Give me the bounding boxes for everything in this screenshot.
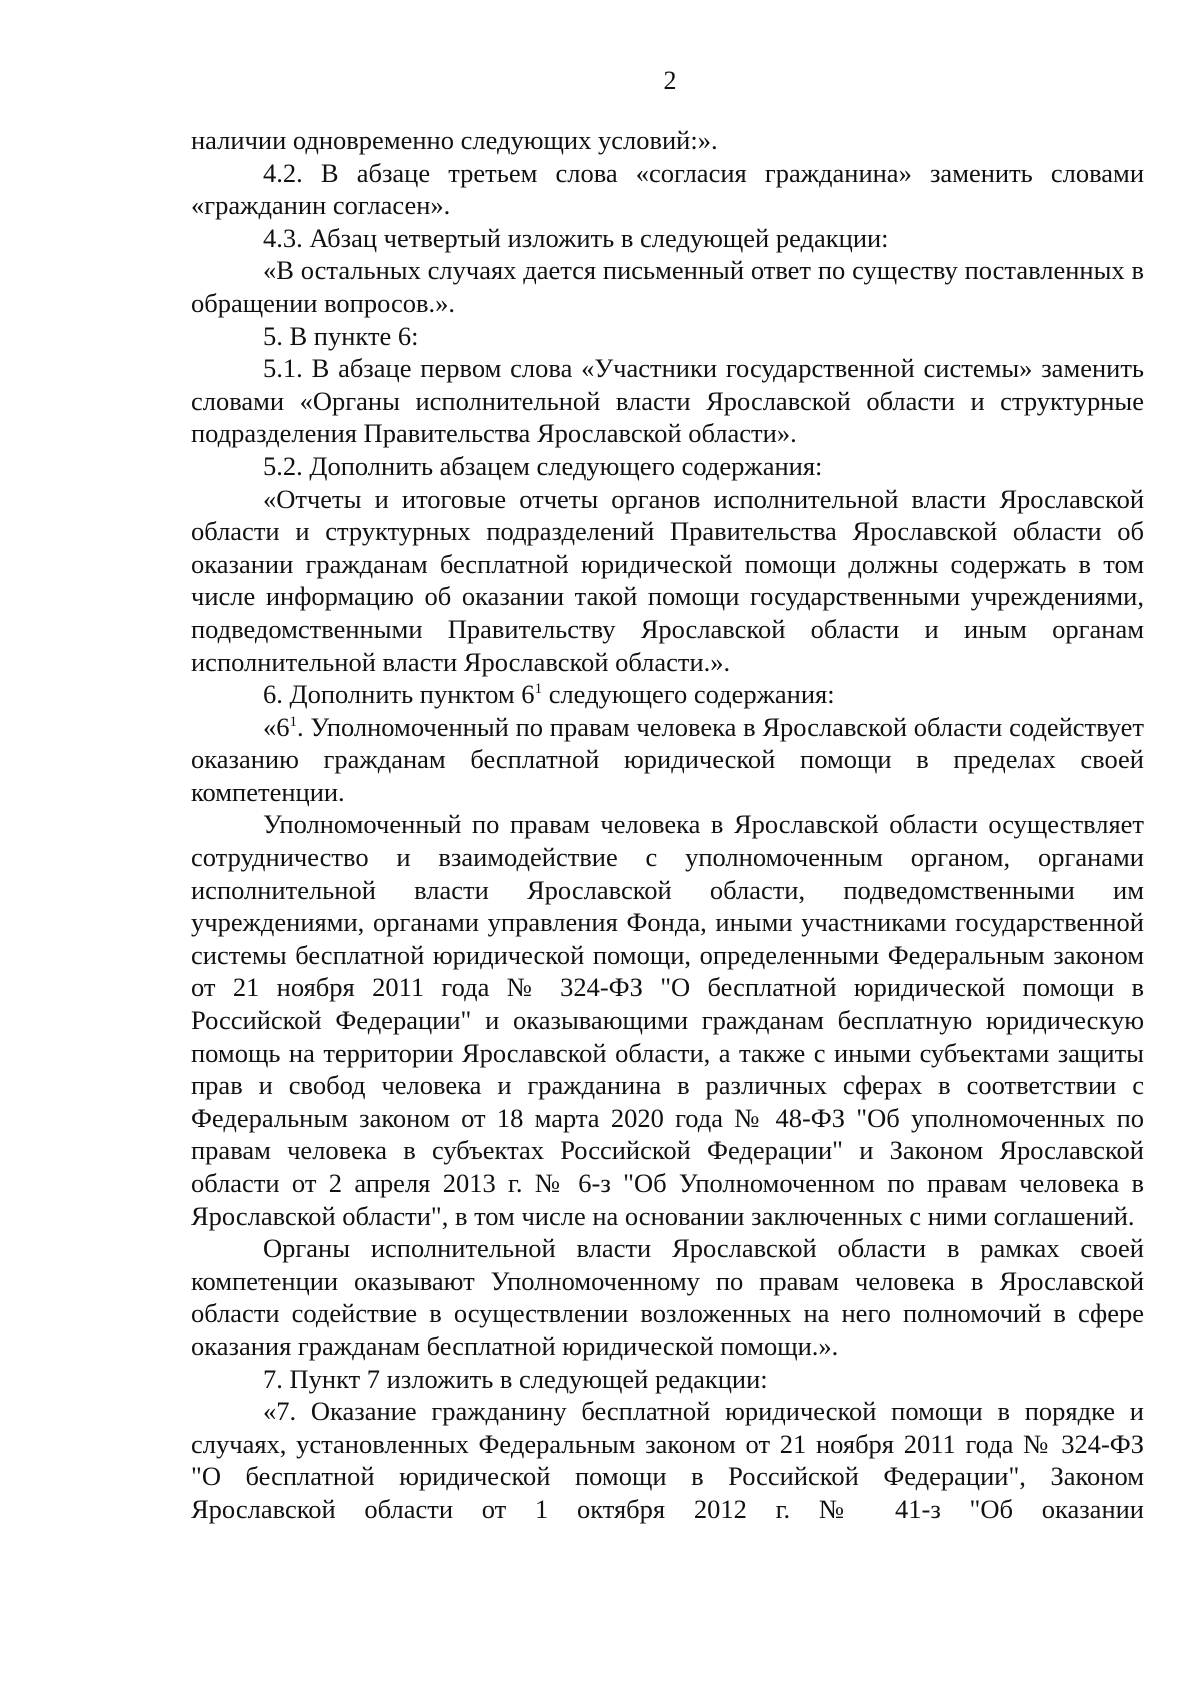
paragraph-5: 5. В пункте 6: <box>263 320 419 351</box>
paragraph-6 <box>191 678 1144 711</box>
paragraph-6-1 <box>191 711 1144 809</box>
paragraph-6-1-after: . Уполномоченный по правам человека в Ярославской области содействует оказанию гражданам бесплатной юридической помощи в пределах своей компетенции. <box>191 711 1144 807</box>
paragraph-5-2-text: «Отчеты и итоговые отчеты органов исполнительной власти Ярославской области и структурных подразделений Правительства Ярославской области об оказании гражданам бесплатной юридической помощи должны содержать в том числе информацию об оказании такой помощи государственными учреждениями, подведомственными Правительству Ярославской области и иным органам исполнительной власти Ярославской области.». <box>191 483 1144 677</box>
paragraph-continuation: наличии одновременно следующих условий:». <box>191 125 718 155</box>
superscript: 1 <box>534 681 543 698</box>
page-number: 2 <box>663 66 677 95</box>
document-body <box>191 124 1144 1526</box>
paragraph-7: 7. Пункт 7 изложить в следующей редакции: <box>263 1363 768 1394</box>
paragraph-6-1-before: «6 <box>263 711 290 742</box>
paragraph-6-before: 6. Дополнить пунктом 6 <box>263 679 535 710</box>
paragraph-6-after: следующего содержания: <box>542 679 835 710</box>
paragraph-5-2: 5.2. Дополнить абзацем следующего содержания: <box>263 450 823 481</box>
paragraph-7-text: «7. Оказание гражданину бесплатной юридической помощи в порядке и случаях, установленных Федеральным законом от 21 ноября 2011 года № 324-ФЗ "О бесплатной юридической помощи в Российской Федерации", Законом Ярославской области от 1 октября 2012 г. № 41-з "Об оказании <box>191 1396 1144 1524</box>
paragraph-5-1: 5.1. В абзаце первом слова «Участники государственной системы» заменить словами «Органы исполнительной власти Ярославской области и структурные подразделения Правительства Ярославской области». <box>191 353 1144 449</box>
paragraph-4-3-text: «В остальных случаях дается письменный ответ по существу поставленных в обращении вопросов.». <box>191 255 1144 318</box>
superscript: 1 <box>289 713 297 730</box>
paragraph-4-3: 4.3. Абзац четвертый изложить в следующей редакции: <box>263 222 889 253</box>
paragraph-6-1-assistance: Органы исполнительной власти Ярославской области в рамках своей компетенции оказывают Уполномоченному по правам человека в Ярославской области содействие в осуществлении возложенных на него полномочий в сфере оказания гражданам бесплатной юридической помощи.». <box>191 1233 1144 1361</box>
paragraph-4-2: 4.2. В абзаце третьем слова «согласия гражданина» заменить словами «гражданин согласен». <box>191 157 1144 221</box>
paragraph-6-1-cooperation: Уполномоченный по правам человека в Ярославской области осуществляет сотрудничество и взаимодействие с уполномоченным органом, органами исполнительной власти Ярославской области, подведомственными им учреждениями, органами управления Фонда, иными участниками государственной системы бесплатной юридической помощи, определенными Федеральным законом от 21 ноября 2011 года № 324-ФЗ "О бесплатной юридической помощи в Российской Федерации" и оказывающими гражданам бесплатную юридическую помощь на территории Ярославской области, а также с иными субъектами защиты прав и свобод человека и гражданина в различных сферах в соответствии с Федеральным законом от 18 марта 2020 года № 48-ФЗ "Об уполномоченных по правам человека в субъектах Российской Федерации" и Законом Ярославской области от 2 апреля 2013 г. № 6-з "Об Уполномоченном по правам человека в Ярославской области", в том числе на основании заключенных с ними соглашений. <box>191 809 1144 1231</box>
